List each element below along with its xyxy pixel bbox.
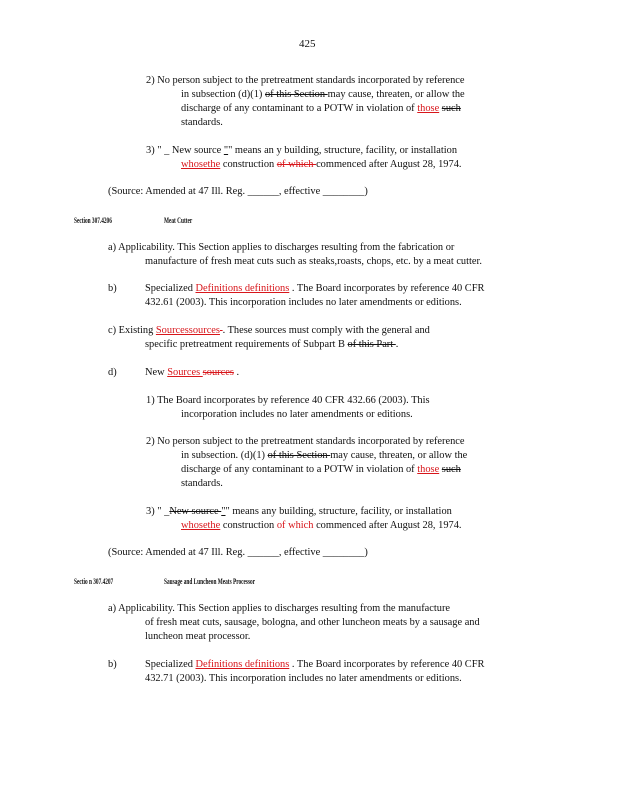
subsection-b-line: Specialized Definitions definitions . The Board incorporates by reference 40 CFR — [145, 283, 485, 294]
para-3-line: whosethe construction of which commenced after August 28, 1974. — [181, 159, 462, 170]
para-2-line: in subsection (d)(1) of this Section may cause, threaten, or allow the — [181, 89, 465, 100]
para-d1-line: incorporation includes no later amendments or editions. — [181, 409, 413, 420]
subsection-b-line: Specialized Definitions definitions . The Board incorporates by reference 40 CFR — [145, 659, 485, 670]
source-note: (Source: Amended at 47 Ill. Reg. ______, effective ________) — [108, 186, 368, 197]
subsection-b-line: 432.61 (2003). This incorporation includes no later amendments or editions. — [145, 297, 462, 308]
section-title: Sausage and Luncheon Meats Processor — [164, 576, 256, 586]
section-number: Sectio n 307.4207 — [74, 576, 114, 586]
para-d2-line: 2) No person subject to the pretreatment standards incorporated by reference — [146, 436, 465, 447]
para-2-line: discharge of any contaminant to a POTW in violation of those such — [181, 103, 461, 114]
para-d3-line: whosethe construction of which commenced after August 28, 1974. — [181, 520, 462, 531]
subsection-d-label: d) — [108, 367, 117, 378]
para-d2-line: discharge of any contaminant to a POTW in violation of those such — [181, 464, 461, 475]
subsection-a-line: of fresh meat cuts, sausage, bologna, and other luncheon meats by a sausage and — [145, 617, 480, 628]
subsection-c-line: c) Existing Sourcessources . These sources must comply with the general and — [108, 325, 430, 336]
para-d2-line: standards. — [181, 478, 223, 489]
subsection-a-line: manufacture of fresh meat cuts such as steaks,roasts, chops, etc. by a meat cutter. — [145, 256, 483, 267]
section-number: Section 307.4206 — [74, 215, 112, 225]
subsection-c-line: specific pretreatment requirements of Subpart B of this Part . — [145, 339, 399, 350]
subsection-a-line: a) Applicability. This Section applies to discharges resulting from the manufacture — [108, 603, 451, 614]
para-2-line: standards. — [181, 117, 223, 128]
para-d2-line: in subsection. (d)(1) of this Section may cause, threaten, or allow the — [181, 450, 468, 461]
para-3-line: 3) " _ New source "" means an y building, structure, facility, or installation — [146, 145, 458, 156]
source-note: (Source: Amended at 47 Ill. Reg. ______, effective ________) — [108, 547, 368, 558]
subsection-b-line: 432.71 (2003). This incorporation includes no later amendments or editions. — [145, 673, 462, 684]
para-2-line: 2) No person subject to the pretreatment standards incorporated by reference — [146, 75, 465, 86]
subsection-b-label: b) — [108, 659, 117, 670]
para-d1-line: 1) The Board incorporates by reference 40 CFR 432.66 (2003). This — [146, 395, 430, 406]
page-number: 425 — [299, 38, 316, 50]
para-d3-line: 3) " _New source "" means any building, structure, facility, or installation — [146, 506, 452, 517]
section-title: Meat Cutter — [164, 215, 193, 225]
subsection-a-line: luncheon meat processor. — [145, 631, 251, 642]
subsection-b-label: b) — [108, 283, 117, 294]
subsection-d-line: New Sources sources . — [145, 367, 240, 378]
subsection-a-line: a) Applicability. This Section applies to discharges resulting from the fabrication or — [108, 242, 455, 253]
